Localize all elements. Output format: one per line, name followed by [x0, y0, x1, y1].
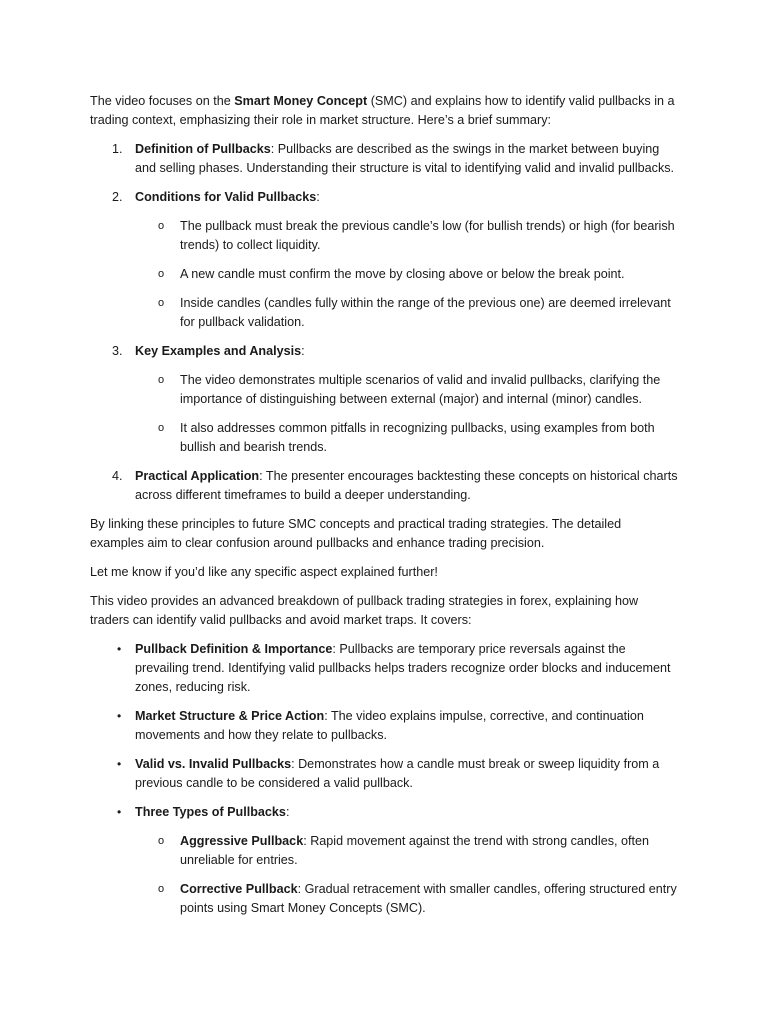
sub-list-item: o Inside candles (candles fully within the range of the previous one) are deemed irrelevant for pullback validation.	[158, 296, 671, 329]
bullet-item: • Valid vs. Invalid Pullbacks: Demonstrates how a candle must break or sweep liquidity from a previous candle to be considered a valid pullback.	[117, 757, 660, 790]
followup-paragraph: Let me know if you’d like any specific aspect explained further!	[90, 565, 438, 579]
bullet-item: • Pullback Definition & Importance: Pullbacks are temporary price reversals against the prevailing trend. Identifying valid pullbacks helps traders recognize order blocks and inducement zones, reducing risk.	[117, 642, 671, 694]
sub-list-item: o It also addresses common pitfalls in recognizing pullbacks, using examples from both bullish and bearish trends.	[158, 421, 655, 454]
intro-paragraph: The video focuses on the Smart Money Concept (SMC) and explains how to identify valid pullbacks in a trading context, emphasizing their role in market structure. Here’s a brief summary:	[90, 94, 675, 127]
sub-list-item: o Corrective Pullback: Gradual retracement with smaller candles, offering structured entry points using Smart Money Concepts (SMC).	[158, 882, 677, 915]
list-item: 3. Key Examples and Analysis: o The video demonstrates multiple scenarios of valid and invalid pullbacks, clarifying the importance of distinguishing between external (major) and internal (minor) candles. o It also addresses common pitfalls in recognizing pullbacks, using examples from both bullish and bearish trends.	[90, 342, 678, 457]
sub-list-item: o A new candle must confirm the move by closing above or below the break point.	[158, 267, 625, 281]
sub-list-item: o The pullback must break the previous candle’s low (for bullish trends) or high (for bearish trends) to collect liquidity.	[158, 219, 675, 252]
summary-list	[90, 140, 678, 505]
sub-list	[135, 832, 678, 918]
bullet-item: • Market Structure & Price Action: The video explains impulse, corrective, and continuation movements and how they relate to pullbacks.	[117, 709, 644, 742]
list-item: 4. Practical Application: The presenter encourages backtesting these concepts on historical charts across different timeframes to build a deeper understanding.	[112, 469, 678, 502]
sub-list	[135, 371, 678, 457]
sub-list-item: o The video demonstrates multiple scenarios of valid and invalid pullbacks, clarifying the importance of distinguishing between external (major) and internal (minor) candles.	[158, 373, 661, 406]
sub-list	[135, 217, 678, 332]
intro-bold-term: Smart Money Concept	[234, 94, 368, 108]
list-item: 2. Conditions for Valid Pullbacks: o The pullback must break the previous candle’s low (for bullish trends) or high (for bearish trends) to collect liquidity. o A new candle must confirm the move by closing above or below the break point. o Inside candles (candles fully within the range of the previous one) are deemed irrelevant for pullback validation.	[90, 188, 678, 332]
bullet-item: • Three Types of Pullbacks: o Aggressive Pullback: Rapid movement against the trend with strong candles, often unreliable for entries. o Corrective Pullback: Gradual retracement with smaller candles, offering structured entry points using Smart Money Concepts (SMC).	[90, 803, 678, 918]
bullet-list	[90, 640, 678, 918]
list-item: 1. Definition of Pullbacks: Pullbacks are described as the swings in the market between buying and selling phases. Understanding their structure is vital to identifying valid and invalid pullbacks.	[112, 142, 675, 175]
second-intro-paragraph: This video provides an advanced breakdown of pullback trading strategies in forex, explaining how traders can identify valid pullbacks and avoid market traps. It covers:	[90, 594, 639, 627]
sub-list-item: o Aggressive Pullback: Rapid movement against the trend with strong candles, often unreliable for entries.	[158, 834, 650, 867]
closing-paragraph: By linking these principles to future SMC concepts and practical trading strategies. The detailed examples aim to clear confusion around pullbacks and enhance trading precision.	[90, 517, 622, 550]
